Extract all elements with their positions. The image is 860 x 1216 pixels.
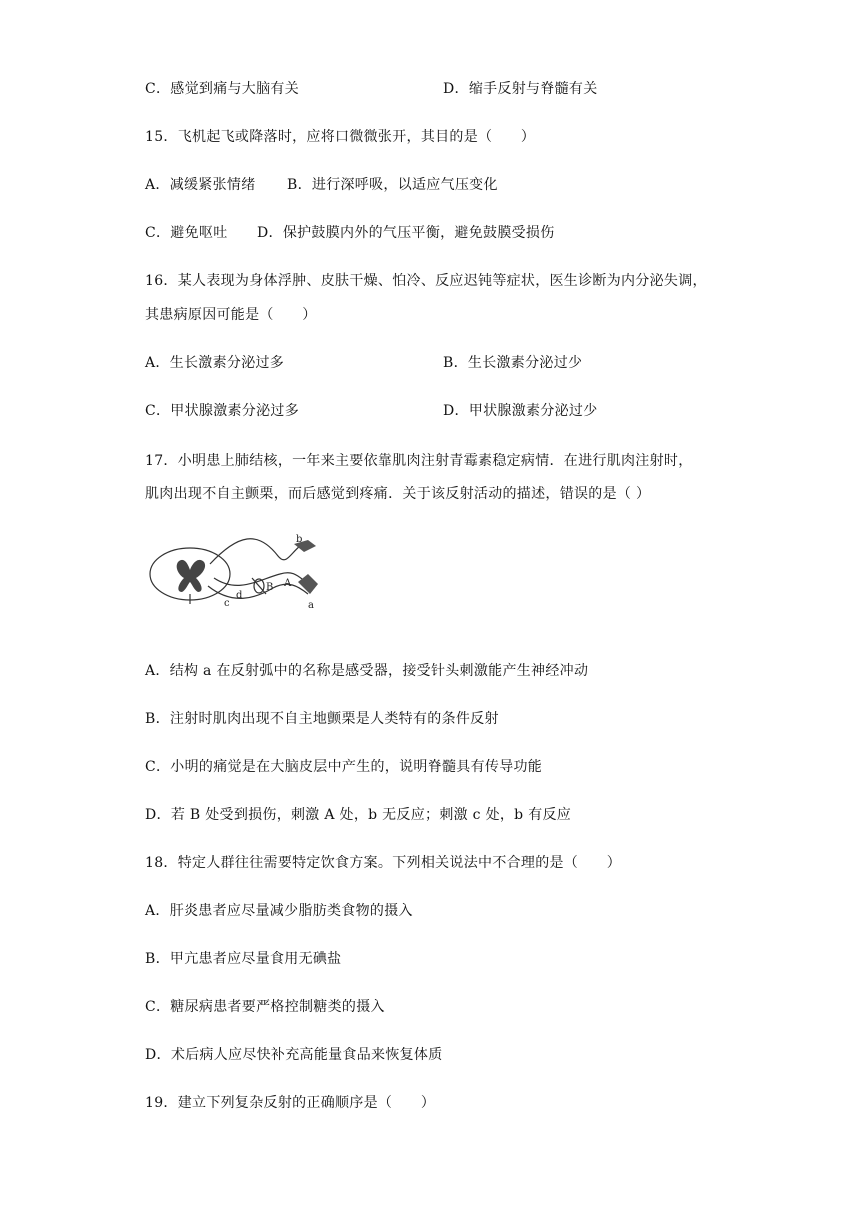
q18-option-d: D．术后病人应尽快补充高能量食品来恢复体质	[145, 1047, 443, 1063]
q15-option-a: A．减缓紧张情绪	[145, 177, 256, 193]
q15-option-b: B．进行深呼吸，以适应气压变化	[287, 177, 498, 193]
label-c: c	[224, 598, 230, 609]
structure-a-shape	[298, 574, 318, 594]
gray-matter	[177, 560, 205, 592]
label-A: A	[284, 578, 292, 589]
efferent-nerve-lower	[208, 584, 308, 598]
q18-option-c: C．糖尿病患者要严格控制糖类的摄入	[145, 999, 385, 1015]
q19-stem: 19．建立下列复杂反射的正确顺序是（ ）	[145, 1095, 436, 1111]
q15-option-c: C．避免呕吐	[145, 225, 228, 241]
label-d: d	[236, 590, 243, 601]
label-B: B	[266, 582, 274, 593]
q18-option-a: A．肝炎患者应尽量减少脂肪类食物的摄入	[145, 903, 413, 919]
q16-stem-line2: 其患病原因可能是（ ）	[145, 307, 317, 323]
label-a: a	[308, 600, 314, 611]
label-b: b	[296, 534, 303, 545]
q18-option-b: B．甲亢患者应尽量食用无碘盐	[145, 951, 342, 967]
q17-stem-line2: 肌肉出现不自主颤栗，而后感觉到疼痛．关于该反射活动的描述，错误的是（ ）	[145, 486, 651, 502]
q17-stem-line1: 17．小明患上肺结核，一年来主要依靠肌肉注射青霉素稳定病情．在进行肌肉注射时，	[145, 453, 693, 469]
q14-option-d: D．缩手反射与脊髓有关	[443, 81, 598, 97]
reflex-arc-figure	[148, 534, 333, 612]
q16-option-a: A．生长激素分泌过多	[145, 355, 285, 371]
q14-option-c: C．感觉到痛与大脑有关	[145, 81, 300, 97]
q16-stem-line1: 16．某人表现为身体浮肿、皮肤干燥、怕冷、反应迟钝等症状，医生诊断为内分泌失调，	[145, 273, 707, 289]
q16-option-c: C．甲状腺激素分泌过多	[145, 403, 300, 419]
q16-option-b: B．生长激素分泌过少	[443, 355, 583, 371]
q18-stem: 18．特定人群往往需要特定饮食方案。下列相关说法中不合理的是（ ）	[145, 855, 622, 871]
q17-option-a: A．结构 a 在反射弧中的名称是感受器，接受针头刺激能产生神经冲动	[145, 663, 589, 679]
q17-option-c: C．小明的痛觉是在大脑皮层中产生的，说明脊髓具有传导功能	[145, 759, 543, 775]
q17-option-d: D．若 B 处受到损伤，刺激 A 处，b 无反应；刺激 c 处，b 有反应	[145, 807, 572, 823]
q15-option-d: D．保护鼓膜内外的气压平衡，避免鼓膜受损伤	[257, 225, 555, 241]
q17-option-b: B．注射时肌肉出现不自主地颤栗是人类特有的条件反射	[145, 711, 499, 727]
q16-option-d: D．甲状腺激素分泌过少	[443, 403, 598, 419]
q15-stem: 15．飞机起飞或降落时，应将口微微张开，其目的是（ ）	[145, 129, 536, 145]
